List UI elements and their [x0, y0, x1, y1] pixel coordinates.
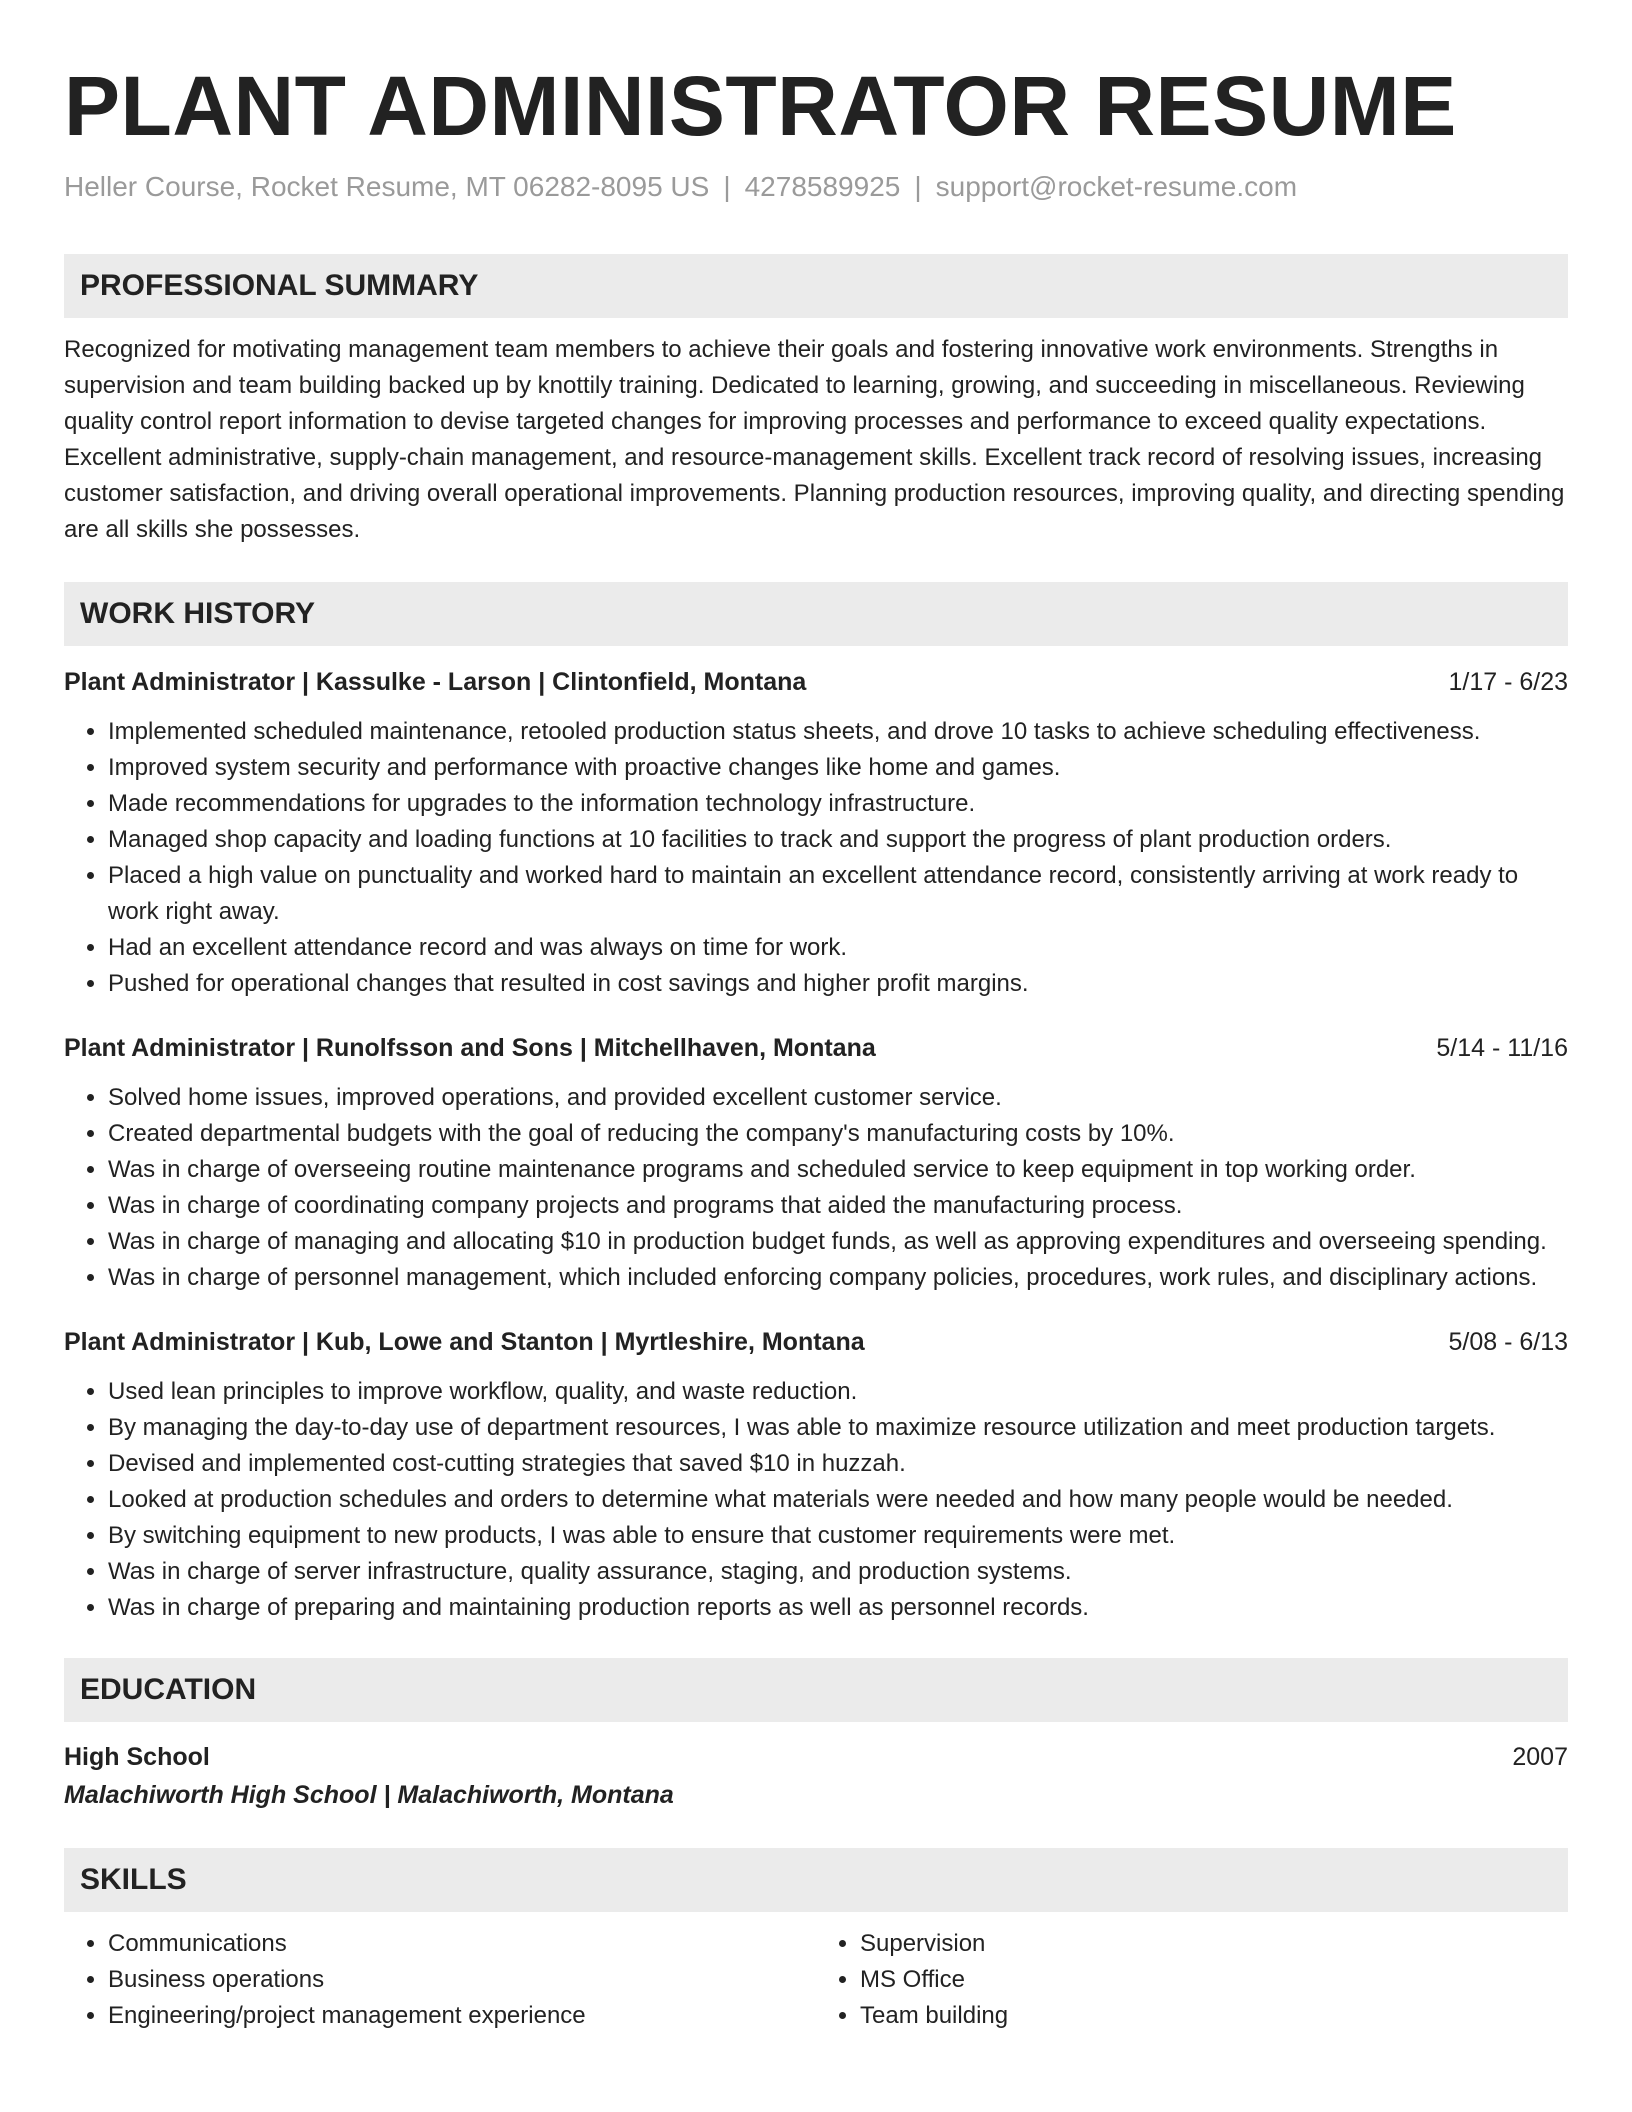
job-bullet-list: [64, 1080, 1568, 1296]
job-bullet: • Was in charge of server infrastructure, quality assurance, staging, and production systems.: [108, 1554, 1568, 1590]
education-row: [64, 1738, 1568, 1776]
job-bullet: • Looked at production schedules and orders to determine what materials were needed and how many people would be needed.: [108, 1482, 1568, 1518]
job-bullet: • By switching equipment to new products, I was able to ensure that customer requirements were met.: [108, 1518, 1568, 1554]
contact-separator: |: [723, 171, 731, 202]
job-bullet: • Implemented scheduled maintenance, retooled production status sheets, and drove 10 tasks to achieve scheduling effectiveness.: [108, 714, 1568, 750]
section-heading-education: EDUCATION: [64, 1658, 1568, 1722]
job-bullet: • Placed a high value on punctuality and worked hard to maintain an excellent attendance record, consistently arriving at work ready to work right away.: [108, 858, 1568, 930]
skill-item: • Engineering/project management experience: [108, 1998, 816, 2034]
job-header: [64, 1030, 1568, 1066]
section-heading-work-history: WORK HISTORY: [64, 582, 1568, 646]
job-bullet: • Had an excellent attendance record and was always on time for work.: [108, 930, 1568, 966]
job-dates: 5/08 - 6/13: [1448, 1328, 1568, 1356]
summary-text: Recognized for motivating management team members to achieve their goals and fostering innovative work environments. Strengths in supervision and team building backed up by knottily training. Dedicated to learning, growing, and succeeding in miscellaneous. Reviewing quality control report information to devise targeted changes for improving processes and performance to exceed quality expectations. Excellent administrative, supply-chain management, and resource-management skills. Excellent track record of resolving issues, increasing customer satisfaction, and driving overall operational improvements. Planning production resources, improving quality, and directing spending are all skills she possesses.: [64, 336, 1565, 543]
job-bullet: • Pushed for operational changes that resulted in cost savings and higher profit margins.: [108, 966, 1568, 1002]
job-bullet: • Was in charge of personnel management, which included enforcing company policies, procedures, work rules, and disciplinary actions.: [108, 1260, 1568, 1296]
skill-item: • Business operations: [108, 1962, 816, 1998]
job-bullet: • Was in charge of coordinating company projects and programs that aided the manufacturing process.: [108, 1188, 1568, 1224]
job-bullet: • Was in charge of managing and allocating $10 in production budget funds, as well as approving expenditures and overseeing spending.: [108, 1224, 1568, 1260]
contact-separator: |: [914, 171, 922, 202]
job-bullet: • By managing the day-to-day use of department resources, I was able to maximize resource utilization and meet production targets.: [108, 1410, 1568, 1446]
job-bullet: • Created departmental budgets with the goal of reducing the company's manufacturing costs by 10%.: [108, 1116, 1568, 1152]
job-bullet: • Improved system security and performance with proactive changes like home and games.: [108, 750, 1568, 786]
job-bullet: • Managed shop capacity and loading functions at 10 facilities to track and support the progress of plant production orders.: [108, 822, 1568, 858]
contact-phone: 4278589925: [744, 171, 901, 202]
job-bullet: • Devised and implemented cost-cutting strategies that saved $10 in huzzah.: [108, 1446, 1568, 1482]
job-header: [64, 664, 1568, 700]
skills-list: [64, 1926, 1568, 2034]
education-degree: High School: [64, 1743, 210, 1771]
section-heading-skills: SKILLS: [64, 1848, 1568, 1912]
contact-line: [64, 170, 1568, 204]
contact-address: Heller Course, Rocket Resume, MT 06282-8095 US: [64, 171, 710, 202]
education-year: 2007: [1512, 1743, 1568, 1771]
job-entry: [64, 1324, 1568, 1626]
section-heading-summary: PROFESSIONAL SUMMARY: [64, 254, 1568, 318]
contact-email[interactable]: support@rocket-resume.com: [935, 171, 1298, 202]
job-bullet-list: [64, 714, 1568, 1002]
skill-item: • MS Office: [860, 1962, 1568, 1998]
job-title: Plant Administrator | Runolfsson and Sons | Mitchellhaven, Montana: [64, 1034, 876, 1062]
skill-item: • Team building: [860, 1998, 1568, 2034]
job-title: Plant Administrator | Kassulke - Larson | Clintonfield, Montana: [64, 668, 807, 696]
skills-column-left: [64, 1926, 816, 2034]
job-title: Plant Administrator | Kub, Lowe and Stanton | Myrtleshire, Montana: [64, 1328, 865, 1356]
skill-item: • Supervision: [860, 1926, 1568, 1962]
job-bullet: • Solved home issues, improved operations, and provided excellent customer service.: [108, 1080, 1568, 1116]
job-dates: 5/14 - 11/16: [1436, 1034, 1568, 1062]
job-dates: 1/17 - 6/23: [1448, 668, 1568, 696]
job-bullet: • Used lean principles to improve workflow, quality, and waste reduction.: [108, 1374, 1568, 1410]
job-header: [64, 1324, 1568, 1360]
resume-title: PLANT ADMINISTRATOR RESUME: [64, 59, 1457, 153]
job-bullet-list: [64, 1374, 1568, 1626]
job-entry: [64, 1030, 1568, 1296]
job-bullet: • Was in charge of overseeing routine maintenance programs and scheduled service to keep equipment in top working order.: [108, 1152, 1568, 1188]
work-history-list: [64, 664, 1568, 1626]
education-school: Malachiworth High School | Malachiworth, Montana: [64, 1781, 674, 1809]
job-bullet: • Was in charge of preparing and maintaining production reports as well as personnel records.: [108, 1590, 1568, 1626]
job-entry: [64, 664, 1568, 1002]
skills-column-right: [816, 1926, 1568, 2034]
skill-item: • Communications: [108, 1926, 816, 1962]
job-bullet: • Made recommendations for upgrades to the information technology infrastructure.: [108, 786, 1568, 822]
